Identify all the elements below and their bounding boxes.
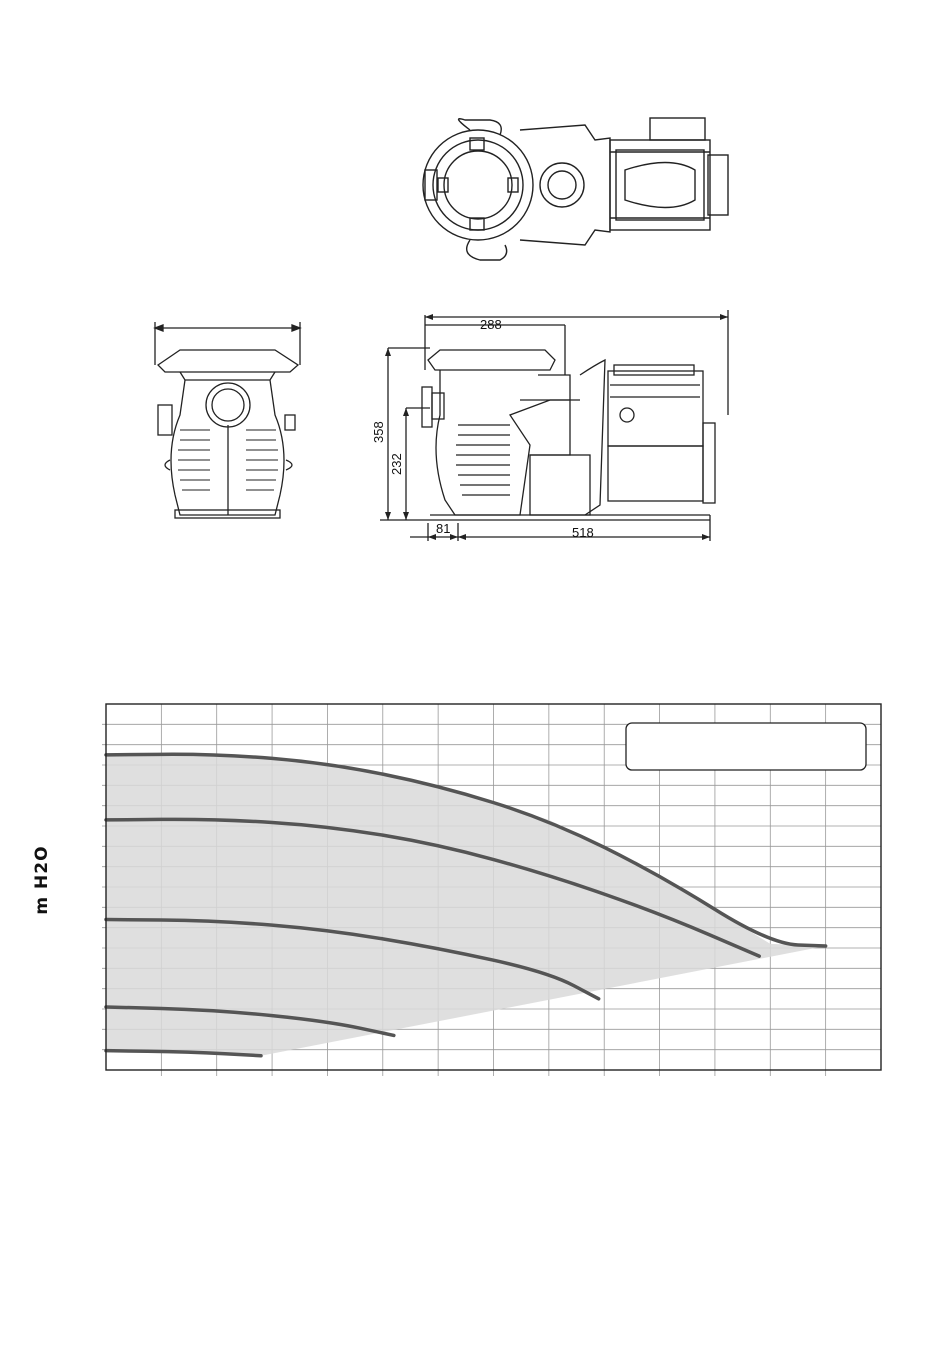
pump-front-view <box>150 320 310 530</box>
pump-curve-chart <box>0 690 950 1090</box>
dim-518: 518 <box>572 525 594 540</box>
pump-side-view <box>370 305 740 555</box>
dim-358: 358 <box>371 421 386 443</box>
dim-288: 288 <box>480 317 502 332</box>
legend-box <box>626 723 866 770</box>
dim-232: 232 <box>389 453 404 475</box>
pump-top-view <box>410 110 740 270</box>
y-axis-label-text: m H2O <box>32 845 52 915</box>
dim-81: 81 <box>436 521 451 536</box>
